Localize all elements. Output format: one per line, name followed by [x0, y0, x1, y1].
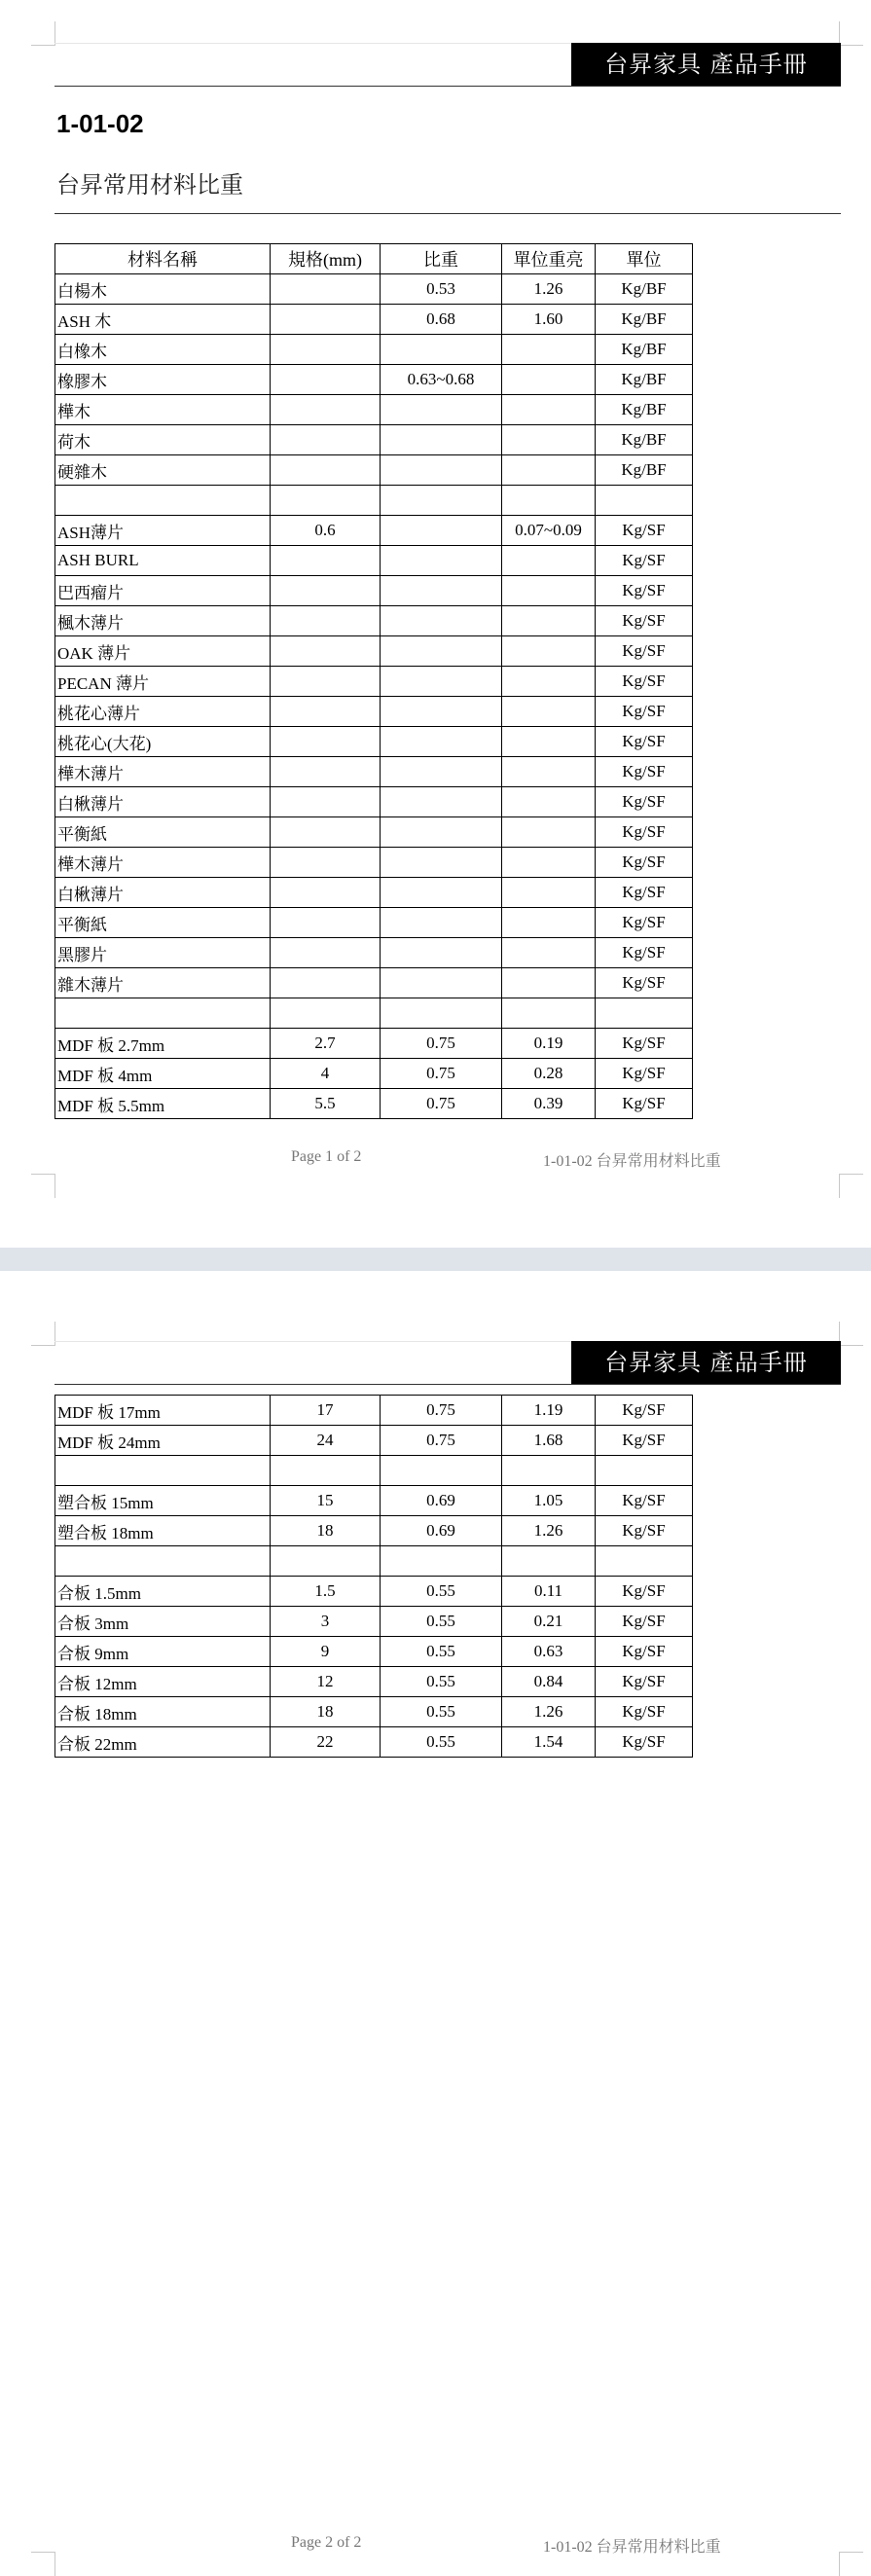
- cell-material-name: 合板 22mm: [55, 1727, 271, 1758]
- cell-unit-weight: 0.28: [502, 1059, 596, 1089]
- cell-specific-gravity: 0.69: [381, 1486, 502, 1516]
- cell-specific-gravity: [381, 908, 502, 938]
- cell-material-name: 楓木薄片: [55, 606, 271, 636]
- cell-spec: [271, 636, 381, 667]
- cell-unit-weight: 0.39: [502, 1089, 596, 1119]
- cell-specific-gravity: [381, 606, 502, 636]
- cell-specific-gravity: 0.68: [381, 305, 502, 335]
- cell-material-name: ASH BURL: [55, 546, 271, 576]
- cell-unit-weight: [502, 335, 596, 365]
- cell-unit-weight: [502, 817, 596, 848]
- cell-specific-gravity: 0.75: [381, 1396, 502, 1426]
- cell-material-name: 白楊木: [55, 274, 271, 305]
- page-1: [0, 0, 871, 1248]
- cell-material-name: 荷木: [55, 425, 271, 455]
- table-row: [55, 1396, 693, 1426]
- table-row: [55, 335, 693, 365]
- cell-specific-gravity: 0.53: [381, 274, 502, 305]
- cell-spec: [271, 576, 381, 606]
- cell-unit: Kg/SF: [596, 1727, 693, 1758]
- table-row: [55, 1577, 693, 1607]
- cell-material-name: PECAN 薄片: [55, 667, 271, 697]
- cell-unit-weight: 0.19: [502, 1029, 596, 1059]
- cell-spec: [271, 455, 381, 486]
- table-row: [55, 1486, 693, 1516]
- cell-spec: 3: [271, 1607, 381, 1637]
- cell-unit: Kg/SF: [596, 606, 693, 636]
- table-row: [55, 727, 693, 757]
- document-code: 1-01-02: [56, 109, 144, 138]
- cell-unit: Kg/BF: [596, 305, 693, 335]
- cell-spec: [271, 727, 381, 757]
- cell-material-name: 合板 9mm: [55, 1637, 271, 1667]
- cell-material-name: 黑膠片: [55, 938, 271, 968]
- table-row: [55, 697, 693, 727]
- crop-mark-bottom-left: [31, 2552, 55, 2576]
- cell-unit: [596, 998, 693, 1029]
- table-row: [55, 365, 693, 395]
- document-ref-footer: 1-01-02 台昇常用材料比重: [543, 1153, 721, 1170]
- cell-unit-weight: [502, 998, 596, 1029]
- cell-unit: Kg/SF: [596, 757, 693, 787]
- cell-unit-weight: [502, 667, 596, 697]
- cell-specific-gravity: [381, 335, 502, 365]
- document-ref-footer: 1-01-02 台昇常用材料比重: [543, 2539, 721, 2556]
- cell-spec: 5.5: [271, 1089, 381, 1119]
- cell-material-name: [55, 1456, 271, 1486]
- cell-spec: [271, 425, 381, 455]
- header-rule: [54, 1384, 841, 1385]
- cell-specific-gravity: 0.55: [381, 1727, 502, 1758]
- cell-unit: Kg/SF: [596, 636, 693, 667]
- cell-specific-gravity: [381, 576, 502, 606]
- cell-specific-gravity: [381, 998, 502, 1029]
- cell-spec: [271, 787, 381, 817]
- cell-specific-gravity: 0.55: [381, 1637, 502, 1667]
- cell-material-name: MDF 板 24mm: [55, 1426, 271, 1456]
- table-row: [55, 546, 693, 576]
- cell-spec: [271, 274, 381, 305]
- cell-material-name: 白楸薄片: [55, 787, 271, 817]
- cell-material-name: 樺木薄片: [55, 848, 271, 878]
- cell-unit: Kg/SF: [596, 1667, 693, 1697]
- cell-unit: Kg/BF: [596, 335, 693, 365]
- cell-unit: Kg/SF: [596, 938, 693, 968]
- cell-spec: [271, 606, 381, 636]
- cell-specific-gravity: [381, 516, 502, 546]
- page-separator: [0, 1248, 871, 1271]
- cell-spec: 0.6: [271, 516, 381, 546]
- cell-unit-weight: 1.26: [502, 1516, 596, 1546]
- table-row: [55, 1059, 693, 1089]
- cell-specific-gravity: 0.69: [381, 1516, 502, 1546]
- cell-unit: [596, 1456, 693, 1486]
- cell-material-name: 合板 3mm: [55, 1607, 271, 1637]
- table-row: [55, 486, 693, 516]
- cell-unit-weight: [502, 365, 596, 395]
- cell-unit-weight: 0.63: [502, 1637, 596, 1667]
- table-row: [55, 1607, 693, 1637]
- table-row: [55, 1516, 693, 1546]
- cell-material-name: 樺木薄片: [55, 757, 271, 787]
- cell-unit-weight: [502, 727, 596, 757]
- crop-mark-bottom-right: [839, 1174, 863, 1198]
- cell-material-name: 桃花心薄片: [55, 697, 271, 727]
- table-row: [55, 1667, 693, 1697]
- table-row: [55, 1089, 693, 1119]
- cell-specific-gravity: [381, 455, 502, 486]
- cell-specific-gravity: [381, 1456, 502, 1486]
- cell-specific-gravity: [381, 757, 502, 787]
- cell-specific-gravity: [381, 697, 502, 727]
- cell-unit-weight: [502, 848, 596, 878]
- cell-material-name: 合板 12mm: [55, 1667, 271, 1697]
- table-row: [55, 395, 693, 425]
- cell-unit-weight: 1.68: [502, 1426, 596, 1456]
- cell-material-name: 巴西瘤片: [55, 576, 271, 606]
- cell-unit: Kg/SF: [596, 576, 693, 606]
- cell-material-name: 平衡紙: [55, 908, 271, 938]
- cell-unit: Kg/SF: [596, 1637, 693, 1667]
- page-number-footer: Page 2 of 2: [291, 2534, 362, 2551]
- table-row: [55, 757, 693, 787]
- cell-spec: 24: [271, 1426, 381, 1456]
- cell-specific-gravity: [381, 878, 502, 908]
- column-header-unit: 單位: [596, 244, 693, 274]
- table-row: [55, 817, 693, 848]
- cell-material-name: 平衡紙: [55, 817, 271, 848]
- cell-material-name: ASH 木: [55, 305, 271, 335]
- cell-unit-weight: 1.19: [502, 1396, 596, 1426]
- cell-unit-weight: [502, 757, 596, 787]
- cell-unit: Kg/SF: [596, 667, 693, 697]
- table-row: [55, 516, 693, 546]
- cell-material-name: 合板 1.5mm: [55, 1577, 271, 1607]
- cell-unit-weight: [502, 1456, 596, 1486]
- cell-unit: Kg/SF: [596, 1697, 693, 1727]
- cell-unit-weight: [502, 938, 596, 968]
- cell-unit: Kg/SF: [596, 1607, 693, 1637]
- cell-unit-weight: 1.54: [502, 1727, 596, 1758]
- cell-unit: Kg/SF: [596, 1486, 693, 1516]
- table-row: [55, 636, 693, 667]
- table-row: [55, 1697, 693, 1727]
- material-density-table: [54, 243, 693, 1119]
- table-row: [55, 787, 693, 817]
- cell-unit: [596, 486, 693, 516]
- material-density-table-continued: [54, 1395, 693, 1758]
- table-row: [55, 878, 693, 908]
- cell-specific-gravity: 0.55: [381, 1697, 502, 1727]
- title-rule: [54, 213, 841, 214]
- cell-spec: [271, 1546, 381, 1577]
- cell-material-name: OAK 薄片: [55, 636, 271, 667]
- cell-unit: Kg/SF: [596, 1577, 693, 1607]
- cell-unit-weight: [502, 1546, 596, 1577]
- cell-specific-gravity: [381, 727, 502, 757]
- cell-spec: [271, 335, 381, 365]
- cell-specific-gravity: [381, 546, 502, 576]
- cell-specific-gravity: 0.75: [381, 1029, 502, 1059]
- cell-spec: [271, 365, 381, 395]
- cell-unit: Kg/SF: [596, 727, 693, 757]
- cell-specific-gravity: [381, 636, 502, 667]
- cell-unit-weight: 0.07~0.09: [502, 516, 596, 546]
- page-number-footer: Page 1 of 2: [291, 1148, 362, 1165]
- cell-unit: [596, 1546, 693, 1577]
- cell-specific-gravity: [381, 425, 502, 455]
- cell-spec: 1.5: [271, 1577, 381, 1607]
- crop-mark-bottom-right: [839, 2552, 863, 2576]
- cell-unit-weight: 0.84: [502, 1667, 596, 1697]
- page-2: [0, 1271, 871, 2576]
- cell-unit-weight: [502, 576, 596, 606]
- cell-unit: Kg/BF: [596, 425, 693, 455]
- column-header-material-name: 材料名稱: [55, 244, 271, 274]
- cell-specific-gravity: 0.55: [381, 1577, 502, 1607]
- cell-spec: [271, 817, 381, 848]
- table-row: [55, 606, 693, 636]
- crop-mark-top-left: [31, 21, 55, 46]
- cell-spec: [271, 305, 381, 335]
- cell-specific-gravity: [381, 486, 502, 516]
- cell-unit-weight: [502, 787, 596, 817]
- cell-spec: [271, 486, 381, 516]
- header-brand-label: 台昇家具 產品手冊: [571, 1341, 841, 1384]
- cell-material-name: 塑合板 18mm: [55, 1516, 271, 1546]
- cell-specific-gravity: [381, 968, 502, 998]
- cell-unit: Kg/SF: [596, 1029, 693, 1059]
- cell-unit-weight: [502, 395, 596, 425]
- cell-unit: Kg/SF: [596, 546, 693, 576]
- cell-unit-weight: 1.26: [502, 274, 596, 305]
- cell-specific-gravity: 0.55: [381, 1667, 502, 1697]
- table-row: [55, 908, 693, 938]
- cell-specific-gravity: [381, 787, 502, 817]
- cell-spec: [271, 878, 381, 908]
- table-row: [55, 1029, 693, 1059]
- cell-unit: Kg/SF: [596, 697, 693, 727]
- cell-spec: 17: [271, 1396, 381, 1426]
- crop-mark-top-right: [839, 21, 863, 46]
- cell-unit: Kg/SF: [596, 1059, 693, 1089]
- cell-unit-weight: 0.21: [502, 1607, 596, 1637]
- table-row: [55, 305, 693, 335]
- cell-specific-gravity: 0.55: [381, 1607, 502, 1637]
- cell-unit-weight: [502, 878, 596, 908]
- cell-material-name: 白楸薄片: [55, 878, 271, 908]
- cell-unit-weight: 1.60: [502, 305, 596, 335]
- cell-specific-gravity: [381, 1546, 502, 1577]
- cell-spec: 9: [271, 1637, 381, 1667]
- cell-spec: 12: [271, 1667, 381, 1697]
- cell-spec: [271, 667, 381, 697]
- table-row: [55, 1727, 693, 1758]
- cell-spec: [271, 998, 381, 1029]
- cell-unit: Kg/SF: [596, 516, 693, 546]
- cell-specific-gravity: [381, 395, 502, 425]
- cell-material-name: 桃花心(大花): [55, 727, 271, 757]
- cell-spec: [271, 1456, 381, 1486]
- cell-unit-weight: [502, 908, 596, 938]
- cell-material-name: 硬雜木: [55, 455, 271, 486]
- crop-mark-bottom-left: [31, 1174, 55, 1198]
- cell-spec: [271, 757, 381, 787]
- cell-specific-gravity: 0.75: [381, 1089, 502, 1119]
- cell-unit: Kg/SF: [596, 878, 693, 908]
- cell-unit-weight: [502, 606, 596, 636]
- cell-unit-weight: [502, 486, 596, 516]
- cell-unit: Kg/BF: [596, 455, 693, 486]
- table-row: [55, 1546, 693, 1577]
- cell-spec: 2.7: [271, 1029, 381, 1059]
- cell-specific-gravity: [381, 938, 502, 968]
- table-row: [55, 576, 693, 606]
- table-row: [55, 1637, 693, 1667]
- cell-material-name: 白橡木: [55, 335, 271, 365]
- table-row: [55, 667, 693, 697]
- cell-specific-gravity: 0.75: [381, 1059, 502, 1089]
- cell-material-name: 樺木: [55, 395, 271, 425]
- cell-unit: Kg/SF: [596, 787, 693, 817]
- cell-spec: 18: [271, 1697, 381, 1727]
- table-row: [55, 938, 693, 968]
- cell-material-name: MDF 板 4mm: [55, 1059, 271, 1089]
- table-header-row: [55, 244, 693, 274]
- cell-unit-weight: 1.05: [502, 1486, 596, 1516]
- document-title: 台昇常用材料比重: [56, 171, 243, 199]
- cell-spec: 18: [271, 1516, 381, 1546]
- cell-unit: Kg/SF: [596, 1396, 693, 1426]
- column-header-spec: 規格(mm): [271, 244, 381, 274]
- cell-specific-gravity: [381, 667, 502, 697]
- table-row: [55, 1456, 693, 1486]
- cell-unit-weight: [502, 425, 596, 455]
- cell-unit-weight: 1.26: [502, 1697, 596, 1727]
- cell-unit: Kg/SF: [596, 968, 693, 998]
- cell-unit: Kg/SF: [596, 1089, 693, 1119]
- cell-spec: 22: [271, 1727, 381, 1758]
- cell-unit: Kg/SF: [596, 1516, 693, 1546]
- cell-material-name: MDF 板 2.7mm: [55, 1029, 271, 1059]
- cell-material-name: [55, 1546, 271, 1577]
- cell-unit: Kg/SF: [596, 817, 693, 848]
- table-row: [55, 848, 693, 878]
- cell-unit: Kg/BF: [596, 395, 693, 425]
- cell-spec: [271, 395, 381, 425]
- cell-specific-gravity: [381, 848, 502, 878]
- cell-spec: [271, 908, 381, 938]
- column-header-specific-gravity: 比重: [381, 244, 502, 274]
- table-row: [55, 1426, 693, 1456]
- cell-unit: Kg/SF: [596, 848, 693, 878]
- cell-material-name: [55, 486, 271, 516]
- cell-specific-gravity: 0.75: [381, 1426, 502, 1456]
- header-rule: [54, 86, 841, 87]
- cell-material-name: 橡膠木: [55, 365, 271, 395]
- cell-specific-gravity: 0.63~0.68: [381, 365, 502, 395]
- cell-material-name: MDF 板 17mm: [55, 1396, 271, 1426]
- cell-spec: [271, 848, 381, 878]
- table-row: [55, 425, 693, 455]
- cell-spec: [271, 697, 381, 727]
- cell-material-name: 合板 18mm: [55, 1697, 271, 1727]
- crop-mark-top-right: [839, 1322, 863, 1346]
- table-row: [55, 274, 693, 305]
- cell-unit: Kg/BF: [596, 274, 693, 305]
- cell-specific-gravity: [381, 817, 502, 848]
- cell-material-name: 塑合板 15mm: [55, 1486, 271, 1516]
- cell-material-name: ASH薄片: [55, 516, 271, 546]
- cell-spec: [271, 938, 381, 968]
- crop-mark-top-left: [31, 1322, 55, 1346]
- cell-material-name: MDF 板 5.5mm: [55, 1089, 271, 1119]
- cell-material-name: [55, 998, 271, 1029]
- column-header-unit-weight: 單位重亮: [502, 244, 596, 274]
- cell-unit-weight: [502, 455, 596, 486]
- cell-spec: 15: [271, 1486, 381, 1516]
- cell-spec: [271, 968, 381, 998]
- cell-material-name: 雜木薄片: [55, 968, 271, 998]
- cell-unit-weight: [502, 636, 596, 667]
- cell-unit-weight: [502, 546, 596, 576]
- header-brand-label: 台昇家具 產品手冊: [571, 43, 841, 86]
- cell-unit-weight: [502, 697, 596, 727]
- cell-unit: Kg/SF: [596, 908, 693, 938]
- cell-spec: 4: [271, 1059, 381, 1089]
- cell-spec: [271, 546, 381, 576]
- table-row: [55, 968, 693, 998]
- cell-unit-weight: 0.11: [502, 1577, 596, 1607]
- cell-unit-weight: [502, 968, 596, 998]
- cell-unit: Kg/BF: [596, 365, 693, 395]
- table-row: [55, 455, 693, 486]
- cell-unit: Kg/SF: [596, 1426, 693, 1456]
- table-row: [55, 998, 693, 1029]
